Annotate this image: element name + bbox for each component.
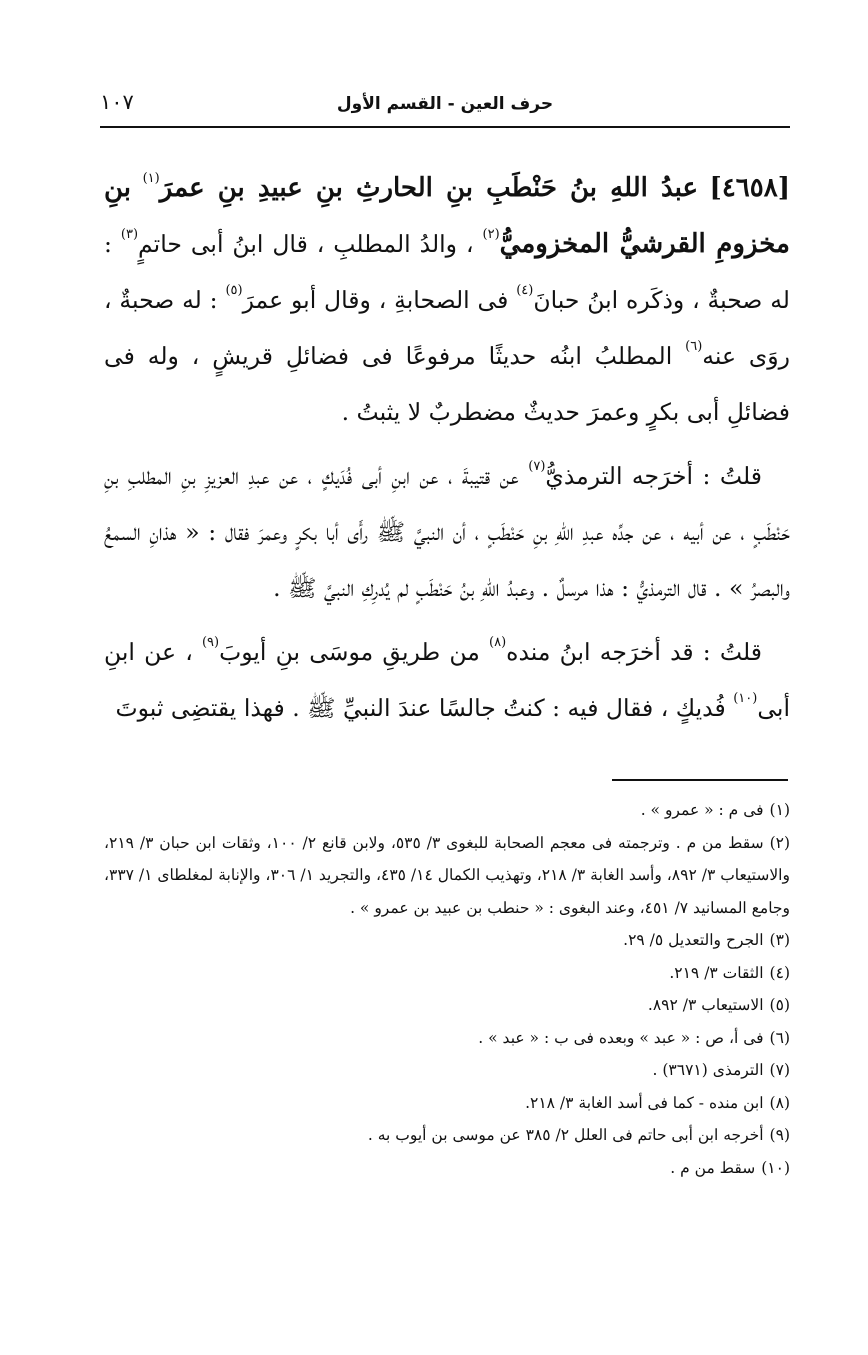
footnote-marker: (٤) — [516, 283, 534, 298]
footnote-number: (٨) — [769, 1093, 790, 1112]
footnote — [104, 957, 790, 990]
footnote-text: الترمذى (٣٦٧١) . — [652, 1061, 764, 1079]
footnote — [104, 924, 790, 957]
footnote-number: (٩) — [769, 1126, 790, 1144]
text-segment: فُديكٍ ، فقال فيه : كنتُ جالسًا عندَ النبيِّ ﷺ . فهذا يقتضِى ثبوتَ — [115, 694, 726, 722]
text-segment: : له صحبةٌ ، وذكَره ابنُ حبانَ — [104, 230, 790, 314]
footnote-number: (٣) — [769, 931, 790, 949]
footnote-number: (٧) — [769, 1061, 790, 1079]
footnote — [104, 989, 790, 1022]
page-header — [100, 86, 790, 128]
footnote-text: فى أ، ص : « عبد » وبعده فى ب : « عبد » . — [478, 1028, 764, 1047]
footnote-marker: (٦) — [685, 339, 703, 354]
running-head: حرف العين - القسم الأول — [336, 94, 554, 114]
footnote-number: (١) — [769, 801, 790, 819]
footnote — [104, 1119, 790, 1152]
text-segment: ، والدُ المطلبِ ، قال ابنُ أبى حاتمٍ — [138, 230, 474, 258]
footnotes — [104, 794, 790, 1184]
text-segment: عن قتيبةَ ، عن ابنِ أبى فُدَيكٍ ، عن عبدِ العزيزِ بنِ المطلبِ بنِ حَنْطَبٍ ، عن أبيه ، عن جدِّه عبدِ اللهِ بنِ حَنْطَبٍ ، أن النبيَّ ﷺ رأَى أبا بكرٍ وعمرَ فقال : « هذانِ السمعُ والبصرُ » . قال الترمذيُّ : هذا مرسلٌ . وعبدُ اللهِ بنُ حَنْطَبٍ لم يُدرِكِ النبيَّ ﷺ . — [104, 462, 790, 602]
text-segment: : له صحبةٌ ، روَى عنه — [104, 286, 790, 370]
text-segment: قلتُ : أخرَجه الترمذيُّ — [545, 462, 762, 490]
text-segment: المطلبُ ابنُه حديثًا مرفوعًا فى فضائلِ قريشٍ ، وله فى فضائلِ أبى بكرٍ وعمرَ حديثٌ مضطربٌ لا يثبتُ . — [104, 342, 790, 426]
footnote-text: الجرح والتعديل ٥/ ٢٩. — [623, 931, 764, 949]
footnote-number: (٦) — [769, 1028, 790, 1047]
footnote — [104, 1152, 790, 1185]
entry-paragraph — [104, 160, 790, 440]
entry-name: عبدُ اللهِ بنُ حَنْطَبِ بنِ الحارثِ بنِ عبيدِ بنِ عمرَ — [159, 173, 698, 203]
text-segment: فى الصحابةِ ، وقال أبو عمرَ — [242, 286, 509, 314]
entry-name-continued: بنِ مخزومِ القرشيُّ المخزوميُّ — [104, 173, 790, 259]
footnote-marker: (١٠) — [733, 691, 758, 706]
footnote-separator — [612, 779, 788, 781]
footnote-text: سقط من م . — [670, 1158, 756, 1177]
commentary-paragraph — [104, 448, 790, 616]
footnote — [104, 827, 790, 925]
footnote-marker: (٣) — [120, 227, 139, 242]
footnote — [104, 794, 790, 827]
footnote-number: (١٠) — [761, 1158, 790, 1177]
footnote-marker: (٢) — [482, 227, 500, 242]
footnote-number: (٤) — [769, 963, 790, 982]
footnote-text: ابن منده - كما فى أسد الغابة ٣/ ٢١٨. — [525, 1093, 764, 1112]
page-number: ١٠٧ — [100, 90, 134, 114]
footnote-text: فى م : « عمرو » . — [640, 801, 764, 819]
text-segment: من طريقِ موسَى بنِ أيوبَ — [219, 638, 480, 666]
footnote-number: (٥) — [769, 996, 790, 1014]
footnote — [104, 1054, 790, 1087]
footnote-text: الثقات ٣/ ٢١٩. — [669, 963, 764, 982]
footnote-text: الاستيعاب ٣/ ٨٩٢. — [647, 996, 764, 1014]
footnote-marker: (٩) — [201, 635, 220, 650]
footnote-text: سقط من م . وترجمته فى معجم الصحابة للبغوى ٣/ ٥٣٥، ولابن قانع ٢/ ١٠٠، وثقات ابن حبان ٣/ ٢١٩، والاستيعاب ٣/ ٨٩٢، وأسد الغابة ٣/ ٢١٨، وتهذيب الكمال ١٤/ ٤٣٥، والتجريد ١/ ٣٠٦، والإنابة لمغلطاى ١/ ٣٣٧، وجامع المسانيد ٧/ ٤٥١، وعند البغوى : « حنطب بن عبيد بن عمرو » . — [104, 833, 790, 917]
footnote-marker: (٥) — [225, 283, 243, 298]
footnote-marker: (٧) — [528, 459, 546, 474]
commentary-paragraph — [104, 624, 790, 736]
text-segment: ، عن ابنِ أبى — [104, 638, 790, 722]
footnote-marker: (١) — [142, 171, 160, 186]
footnote — [104, 1022, 790, 1055]
entry-number: [٤٦٥٨] — [709, 173, 790, 203]
footnote-text: أخرجه ابن أبى حاتم فى العلل ٢/ ٣٨٥ عن موسى بن أيوب به . — [367, 1126, 764, 1144]
footnote — [104, 1087, 790, 1120]
footnote-marker: (٨) — [489, 635, 507, 650]
text-segment: قلتُ : قد أخرَجه ابنُ منده — [506, 638, 762, 666]
main-text — [104, 160, 790, 744]
footnote-number: (٢) — [769, 833, 791, 852]
